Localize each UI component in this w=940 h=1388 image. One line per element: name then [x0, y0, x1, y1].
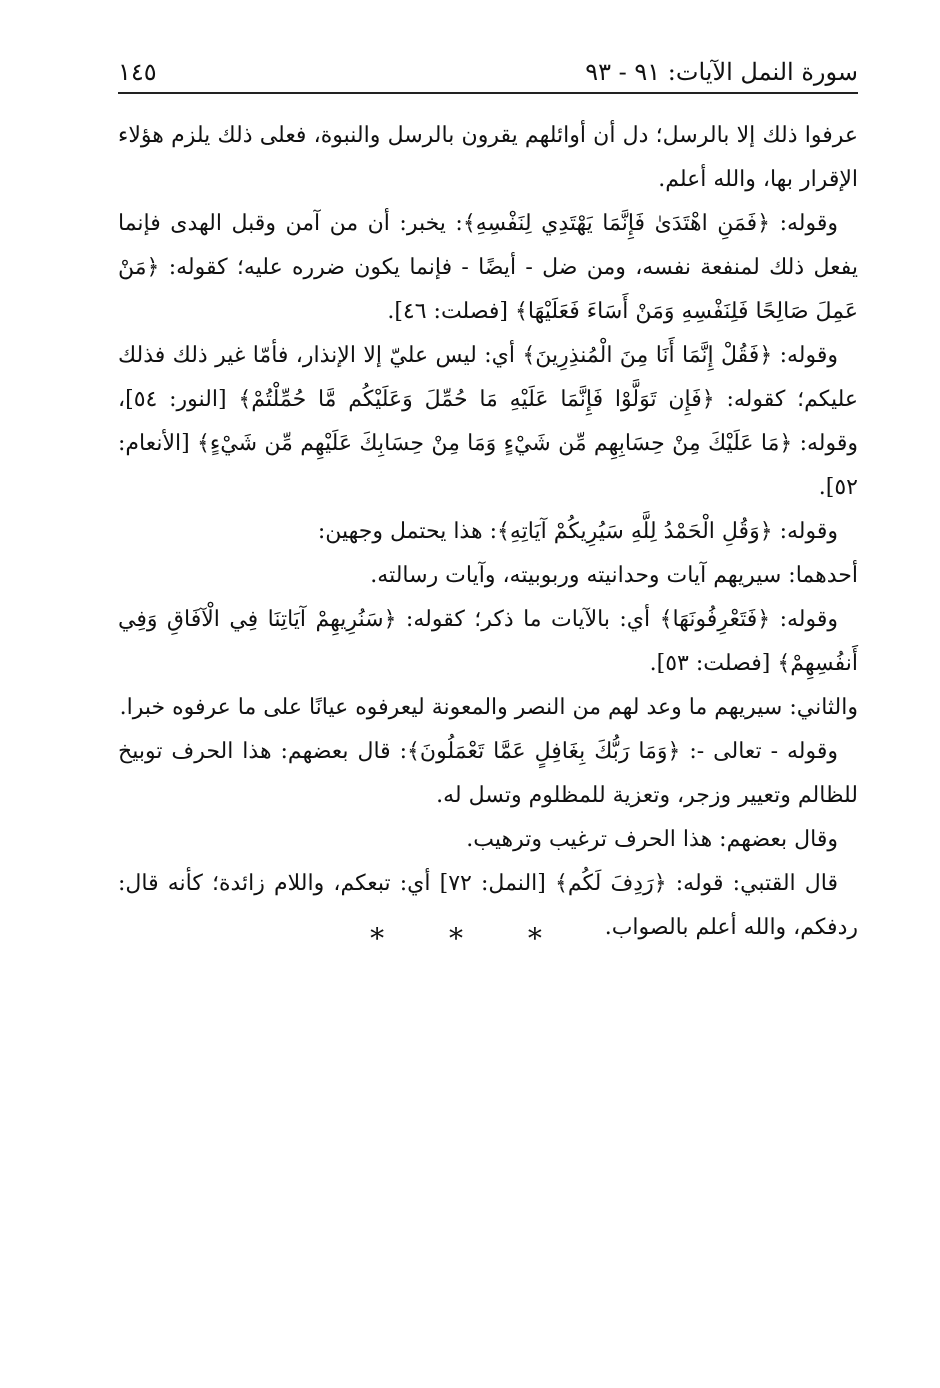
- paragraph: وقوله: ﴿وَقُلِ الْحَمْدُ لِلَّهِ سَيُرِيكُمْ آيَاتِهِ﴾: هذا يحتمل وجهين:: [317, 519, 838, 544]
- paragraph: وقال بعضهم: هذا الحرف ترغيب وترهيب.: [466, 827, 838, 852]
- paragraph: عرفوا ذلك إلا بالرسل؛ دل أن أوائلهم يقرون بالرسل والنبوة، فعلى ذلك يلزم هؤلاء الإقرار بها، والله أعلم.: [118, 123, 858, 192]
- page-number: ١٤٥: [118, 58, 157, 86]
- paragraph: وقوله: ﴿فَتَعْرِفُونَهَا﴾ أي: بالآيات ما ذكر؛ كقوله: ﴿سَنُرِيهِمْ آيَاتِنَا فِي الْآفَاقِ وَفِي أَنفُسِهِمْ﴾ [فصلت: ٥٣].: [118, 607, 858, 676]
- running-head: [118, 44, 858, 94]
- paragraph: وقوله: ﴿فَقُلْ إِنَّمَا أَنَا مِنَ الْمُنذِرِينَ﴾ أي: ليس عليّ إلا الإنذار، فأمّا غير ذلك فذلك عليكم؛ كقوله: ﴿فَإِن تَوَلَّوْا فَإِنَّمَا عَلَيْهِ مَا حُمِّلَ وَعَلَيْكُم مَّا حُمِّلْتُمْ﴾ [النور: ٥٤]، وقوله: ﴿مَا عَلَيْكَ مِنْ حِسَابِهِم مِّن شَيْءٍ وَمَا مِنْ حِسَابِكَ عَلَيْهِم مِّن شَيْءٍ﴾ [الأنعام: ٥٢].: [118, 343, 859, 500]
- paragraph: وقوله - تعالى -: ﴿وَمَا رَبُّكَ بِغَافِلٍ عَمَّا تَعْمَلُونَ﴾: قال بعضهم: هذا الحرف توبيخ للظالم وتعيير وزجر، وتعزية للمظلوم وتسل له.: [118, 739, 858, 808]
- chapter-title: سورة النمل الآيات: ٩١ - ٩٣: [585, 58, 858, 86]
- paragraph: أحدهما: سيريهم آيات وحدانيته وربوبيته، وآيات رسالته.: [370, 563, 858, 588]
- paragraph: قال القتبي: قوله: ﴿رَدِفَ لَكُم﴾ [النمل: ٧٢] أي: تبعكم، واللام زائدة؛ كأنه قال: ردفكم، والله أعلم بالصواب.: [118, 871, 858, 940]
- paragraph: وقوله: ﴿فَمَنِ اهْتَدَىٰ فَإِنَّمَا يَهْتَدِي لِنَفْسِهِ﴾: يخبر: أن من آمن وقبل الهدى فإنما يفعل ذلك لمنفعة نفسه، ومن ضل - أيضًا - فإنما يكون ضرره عليه؛ كقوله: ﴿مَنْ عَمِلَ صَالِحًا فَلِنَفْسِهِ وَمَنْ أَسَاءَ فَعَلَيْهَا﴾ [فصلت: ٤٦].: [118, 211, 858, 324]
- body-text: [118, 114, 858, 950]
- section-separator: * * *: [370, 922, 570, 955]
- paragraph: والثاني: سيريهم ما وعد لهم من النصر والمعونة ليعرفوه عيانًا على ما عرفوه خبرا.: [119, 695, 858, 720]
